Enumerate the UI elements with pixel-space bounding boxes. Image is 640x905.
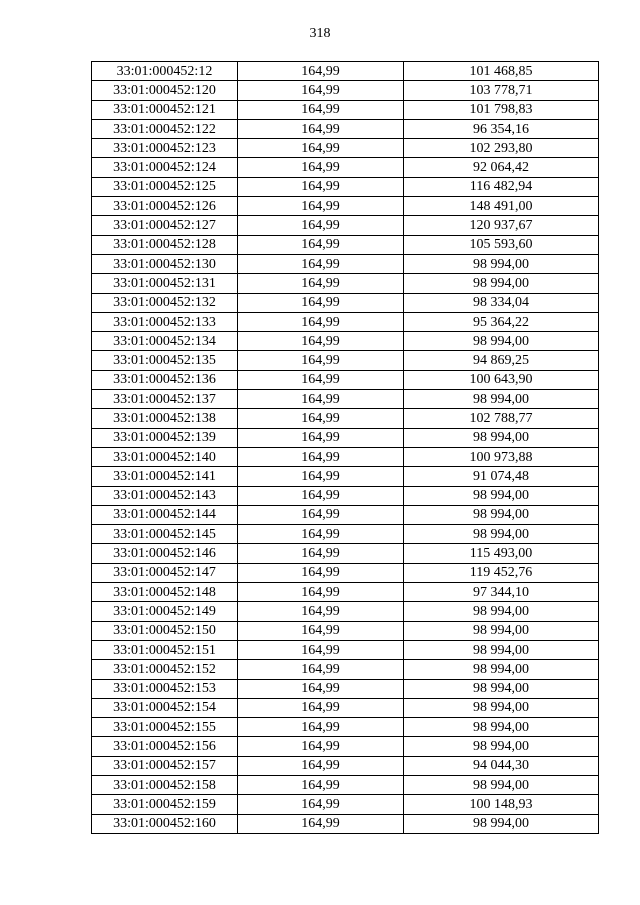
table-row: [92, 814, 599, 833]
cadastral-number-cell: 33:01:000452:128: [92, 235, 238, 254]
area-cell: 164,99: [238, 158, 404, 177]
table-row: [92, 486, 599, 505]
value-cell: 119 452,76: [404, 563, 599, 582]
cadastral-number-cell: 33:01:000452:133: [92, 312, 238, 331]
value-cell: 98 994,00: [404, 486, 599, 505]
cadastral-number-cell: 33:01:000452:155: [92, 718, 238, 737]
value-cell: 100 148,93: [404, 795, 599, 814]
value-cell: 100 973,88: [404, 447, 599, 466]
table-row: [92, 756, 599, 775]
area-cell: 164,99: [238, 139, 404, 158]
table-row: [92, 737, 599, 756]
table-row: [92, 100, 599, 119]
area-cell: 164,99: [238, 81, 404, 100]
cadastral-number-cell: 33:01:000452:121: [92, 100, 238, 119]
cadastral-number-cell: 33:01:000452:127: [92, 216, 238, 235]
area-cell: 164,99: [238, 409, 404, 428]
table-row: [92, 660, 599, 679]
cadastral-number-cell: 33:01:000452:156: [92, 737, 238, 756]
area-cell: 164,99: [238, 447, 404, 466]
value-cell: 98 994,00: [404, 621, 599, 640]
cadastral-number-cell: 33:01:000452:125: [92, 177, 238, 196]
table-row: [92, 718, 599, 737]
area-cell: 164,99: [238, 505, 404, 524]
table-row: [92, 505, 599, 524]
table-row: [92, 216, 599, 235]
value-cell: 97 344,10: [404, 583, 599, 602]
table-row: [92, 525, 599, 544]
table-row: [92, 293, 599, 312]
table-row: [92, 119, 599, 138]
area-cell: 164,99: [238, 660, 404, 679]
value-cell: 101 468,85: [404, 62, 599, 81]
cadastral-number-cell: 33:01:000452:140: [92, 447, 238, 466]
value-cell: 98 994,00: [404, 679, 599, 698]
area-cell: 164,99: [238, 235, 404, 254]
value-cell: 98 994,00: [404, 718, 599, 737]
area-cell: 164,99: [238, 775, 404, 794]
cadastral-number-cell: 33:01:000452:120: [92, 81, 238, 100]
table-row: [92, 447, 599, 466]
cadastral-number-cell: 33:01:000452:149: [92, 602, 238, 621]
value-cell: 98 994,00: [404, 274, 599, 293]
table-row: [92, 795, 599, 814]
value-cell: 98 994,00: [404, 814, 599, 833]
cadastral-number-cell: 33:01:000452:152: [92, 660, 238, 679]
cadastral-number-cell: 33:01:000452:141: [92, 467, 238, 486]
table-row: [92, 467, 599, 486]
area-cell: 164,99: [238, 197, 404, 216]
value-cell: 98 994,00: [404, 525, 599, 544]
area-cell: 164,99: [238, 814, 404, 833]
table-row: [92, 409, 599, 428]
cadastral-number-cell: 33:01:000452:122: [92, 119, 238, 138]
table-body: [92, 62, 599, 834]
cadastral-number-cell: 33:01:000452:151: [92, 640, 238, 659]
area-cell: 164,99: [238, 370, 404, 389]
cadastral-number-cell: 33:01:000452:132: [92, 293, 238, 312]
cadastral-number-cell: 33:01:000452:144: [92, 505, 238, 524]
value-cell: 98 994,00: [404, 660, 599, 679]
area-cell: 164,99: [238, 390, 404, 409]
area-cell: 164,99: [238, 254, 404, 273]
value-cell: 96 354,16: [404, 119, 599, 138]
value-cell: 148 491,00: [404, 197, 599, 216]
data-table: [91, 61, 599, 834]
cadastral-number-cell: 33:01:000452:126: [92, 197, 238, 216]
table-row: [92, 235, 599, 254]
area-cell: 164,99: [238, 602, 404, 621]
cadastral-number-cell: 33:01:000452:137: [92, 390, 238, 409]
table-row: [92, 139, 599, 158]
table-row: [92, 544, 599, 563]
area-cell: 164,99: [238, 293, 404, 312]
table-row: [92, 679, 599, 698]
value-cell: 98 994,00: [404, 390, 599, 409]
area-cell: 164,99: [238, 177, 404, 196]
value-cell: 98 334,04: [404, 293, 599, 312]
cadastral-number-cell: 33:01:000452:138: [92, 409, 238, 428]
area-cell: 164,99: [238, 351, 404, 370]
cadastral-number-cell: 33:01:000452:136: [92, 370, 238, 389]
area-cell: 164,99: [238, 544, 404, 563]
area-cell: 164,99: [238, 718, 404, 737]
table-row: [92, 332, 599, 351]
table-row: [92, 351, 599, 370]
table-row: [92, 563, 599, 582]
table-row: [92, 390, 599, 409]
cadastral-number-cell: 33:01:000452:157: [92, 756, 238, 775]
cadastral-number-cell: 33:01:000452:123: [92, 139, 238, 158]
area-cell: 164,99: [238, 698, 404, 717]
area-cell: 164,99: [238, 100, 404, 119]
cadastral-number-cell: 33:01:000452:150: [92, 621, 238, 640]
table-row: [92, 698, 599, 717]
value-cell: 103 778,71: [404, 81, 599, 100]
table-row: [92, 428, 599, 447]
value-cell: 115 493,00: [404, 544, 599, 563]
value-cell: 98 994,00: [404, 602, 599, 621]
area-cell: 164,99: [238, 467, 404, 486]
cadastral-number-cell: 33:01:000452:143: [92, 486, 238, 505]
cadastral-number-cell: 33:01:000452:148: [92, 583, 238, 602]
value-cell: 116 482,94: [404, 177, 599, 196]
cadastral-number-cell: 33:01:000452:139: [92, 428, 238, 447]
area-cell: 164,99: [238, 563, 404, 582]
cadastral-number-cell: 33:01:000452:158: [92, 775, 238, 794]
cadastral-number-cell: 33:01:000452:159: [92, 795, 238, 814]
value-cell: 102 788,77: [404, 409, 599, 428]
value-cell: 94 044,30: [404, 756, 599, 775]
area-cell: 164,99: [238, 216, 404, 235]
page-number: 318: [309, 26, 331, 41]
area-cell: 164,99: [238, 312, 404, 331]
table-row: [92, 312, 599, 331]
table-row: [92, 197, 599, 216]
value-cell: 95 364,22: [404, 312, 599, 331]
area-cell: 164,99: [238, 621, 404, 640]
area-cell: 164,99: [238, 525, 404, 544]
table-row: [92, 583, 599, 602]
area-cell: 164,99: [238, 62, 404, 81]
area-cell: 164,99: [238, 756, 404, 775]
value-cell: 98 994,00: [404, 505, 599, 524]
area-cell: 164,99: [238, 332, 404, 351]
value-cell: 98 994,00: [404, 737, 599, 756]
value-cell: 120 937,67: [404, 216, 599, 235]
cadastral-number-cell: 33:01:000452:135: [92, 351, 238, 370]
table-row: [92, 370, 599, 389]
cadastral-number-cell: 33:01:000452:130: [92, 254, 238, 273]
area-cell: 164,99: [238, 737, 404, 756]
value-cell: 94 869,25: [404, 351, 599, 370]
table-row: [92, 81, 599, 100]
cadastral-number-cell: 33:01:000452:124: [92, 158, 238, 177]
cadastral-number-cell: 33:01:000452:147: [92, 563, 238, 582]
cadastral-number-cell: 33:01:000452:153: [92, 679, 238, 698]
value-cell: 91 074,48: [404, 467, 599, 486]
value-cell: 98 994,00: [404, 332, 599, 351]
value-cell: 92 064,42: [404, 158, 599, 177]
area-cell: 164,99: [238, 428, 404, 447]
cadastral-number-cell: 33:01:000452:12: [92, 62, 238, 81]
area-cell: 164,99: [238, 119, 404, 138]
area-cell: 164,99: [238, 795, 404, 814]
area-cell: 164,99: [238, 486, 404, 505]
cadastral-number-cell: 33:01:000452:160: [92, 814, 238, 833]
area-cell: 164,99: [238, 274, 404, 293]
cadastral-number-cell: 33:01:000452:145: [92, 525, 238, 544]
value-cell: 105 593,60: [404, 235, 599, 254]
area-cell: 164,99: [238, 640, 404, 659]
cadastral-number-cell: 33:01:000452:154: [92, 698, 238, 717]
cadastral-number-cell: 33:01:000452:134: [92, 332, 238, 351]
area-cell: 164,99: [238, 679, 404, 698]
cadastral-number-cell: 33:01:000452:146: [92, 544, 238, 563]
table-row: [92, 640, 599, 659]
table-row: [92, 254, 599, 273]
value-cell: 102 293,80: [404, 139, 599, 158]
cadastral-number-cell: 33:01:000452:131: [92, 274, 238, 293]
value-cell: 98 994,00: [404, 254, 599, 273]
table-row: [92, 621, 599, 640]
table-row: [92, 274, 599, 293]
value-cell: 101 798,83: [404, 100, 599, 119]
value-cell: 98 994,00: [404, 698, 599, 717]
value-cell: 98 994,00: [404, 640, 599, 659]
table-row: [92, 158, 599, 177]
table-row: [92, 775, 599, 794]
value-cell: 98 994,00: [404, 428, 599, 447]
value-cell: 100 643,90: [404, 370, 599, 389]
area-cell: 164,99: [238, 583, 404, 602]
value-cell: 98 994,00: [404, 775, 599, 794]
table-row: [92, 62, 599, 81]
table-row: [92, 602, 599, 621]
table-row: [92, 177, 599, 196]
